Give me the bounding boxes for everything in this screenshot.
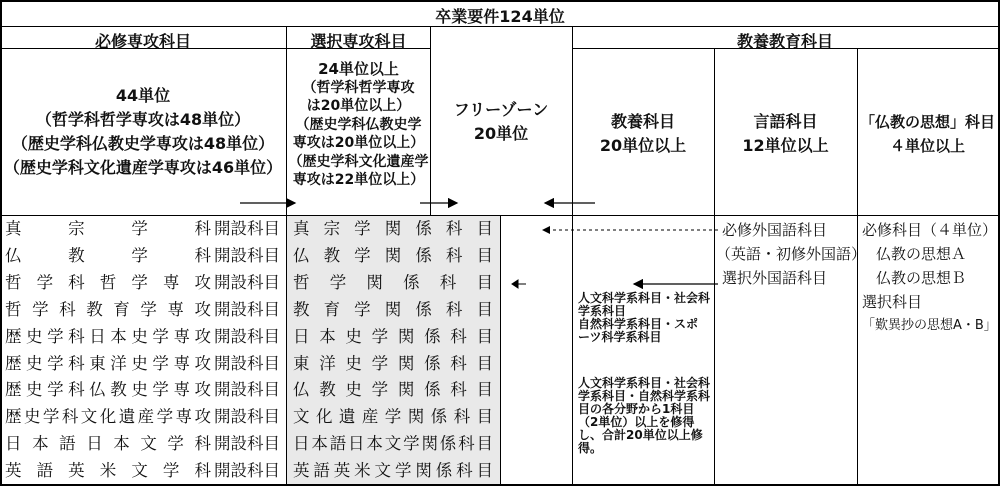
required-credits-note-3: （歴史学科文化遺産学専攻は46単位） [3,158,283,177]
bukkyo-credits: ４単位以上 [889,137,965,155]
course-row-name: 英語英米文学科 [5,461,211,481]
course-row-kaisetsu: 開設科目 [214,380,280,400]
course-row-name: 日本語日本文学科 [5,434,211,454]
elective-header: 選択専攻科目 [310,32,407,51]
course-row-related: 仏教学関係科目 [293,245,493,265]
kyoyo-note-1: 人文科学系科目・社会科学系科目 自然科学系科目・スポーツ科学系科目 [578,291,711,344]
course-row-name: 歴史学科仏教史学専攻 [5,380,211,400]
course-row-name: 歴史学科文化遺産学専攻 [5,407,211,427]
course-row-name: 哲学科教育学専攻 [5,299,211,319]
elective-credits-note-3b: 専攻は22単位以上） [292,172,425,188]
bukkyo-elective: 選択科目 [862,293,923,311]
elective-credits-main: 24単位以上 [318,60,399,78]
course-row-kaisetsu: 開設科目 [214,219,280,238]
kyoyo-credits: 20単位以上 [599,136,687,155]
course-row-kaisetsu: 開設科目 [214,299,280,319]
course-row-kaisetsu: 開設科目 [214,461,280,481]
course-row-kaisetsu: 開設科目 [214,245,280,265]
page-title: 卒業要件124単位 [435,7,565,26]
required-header: 必修専攻科目 [94,32,191,51]
course-row-related: 日本史学関係科目 [293,326,493,346]
kyoyo-label: 教養科目 [610,112,675,131]
course-row-kaisetsu: 開設科目 [214,434,280,454]
course-row-name: 真宗学科 [5,219,211,238]
elective-credits-note-1a: （哲学科哲学専攻 [302,79,415,96]
course-row-related: 教育学関係科目 [293,299,493,319]
free-zone-label: フリーゾーン [453,100,549,119]
required-credits-note-2: （歴史学科仏教史学専攻は48単位） [11,134,275,153]
gengo-label: 言語科目 [753,112,818,131]
elective-credits-note-1b: は20単位以上） [306,98,411,114]
free-zone-credits: 20単位 [473,124,529,143]
course-row-kaisetsu: 開設科目 [214,407,280,427]
bukkyo-elective-course: 「歎異抄の思想A・B」 [862,318,997,333]
course-row-related: 真宗学関係科目 [293,219,493,238]
gengo-required-detail: （英語・初修外国語） [716,245,867,263]
bukkyo-label: 「仏教の思想」科目 [859,113,995,131]
bukkyo-required: 必修科目（４単位） [862,221,998,239]
course-row-name: 歴史学科日本史学専攻 [5,326,211,346]
elective-credits-note-3a: （歴史学科文化遺産学 [288,153,429,170]
elective-credits-note-2a: （歴史学科仏教史学 [295,116,422,133]
course-row-related: 仏教史学関係科目 [293,380,493,400]
course-row-name: 哲学科哲学専攻 [5,272,211,292]
elective-credits-note-2b: 専攻は20単位以上） [292,135,425,151]
gengo-required: 必修外国語科目 [722,221,828,239]
course-row-related: 日本語日本文学関係科目 [293,434,493,454]
kyoyo-note-2: 人文科学系科目・社会科学系科目・自然科学系科目の各分野から1科目（2単位）以上を修得し、合計20単位以上修得。 [578,376,711,455]
bukkyo-course-a: 仏教の思想Ａ [876,245,967,263]
gengo-elective: 選択外国語科目 [722,269,828,287]
required-credits-main: 44単位 [115,86,171,105]
course-row-related: 哲学関係科目 [293,272,493,292]
course-row-kaisetsu: 開設科目 [214,272,280,292]
liberal-header: 教養教育科目 [736,32,833,51]
bukkyo-course-b: 仏教の思想Ｂ [876,269,967,287]
course-row-related: 東洋史学関係科目 [293,353,493,373]
arrow-head-free-zone [512,280,526,288]
course-row-related: 文化遺産学関係科目 [293,407,493,427]
gengo-credits: 12単位以上 [742,136,829,155]
course-row-name: 仏教学科 [5,245,211,265]
course-row-name: 歴史学科東洋史学専攻 [5,353,211,373]
course-row-kaisetsu: 開設科目 [214,353,280,373]
course-row-kaisetsu: 開設科目 [214,326,280,346]
required-credits-note-1: （哲学科哲学専攻は48単位） [35,110,251,129]
course-row-related: 英語英米文学関係科目 [293,461,493,481]
